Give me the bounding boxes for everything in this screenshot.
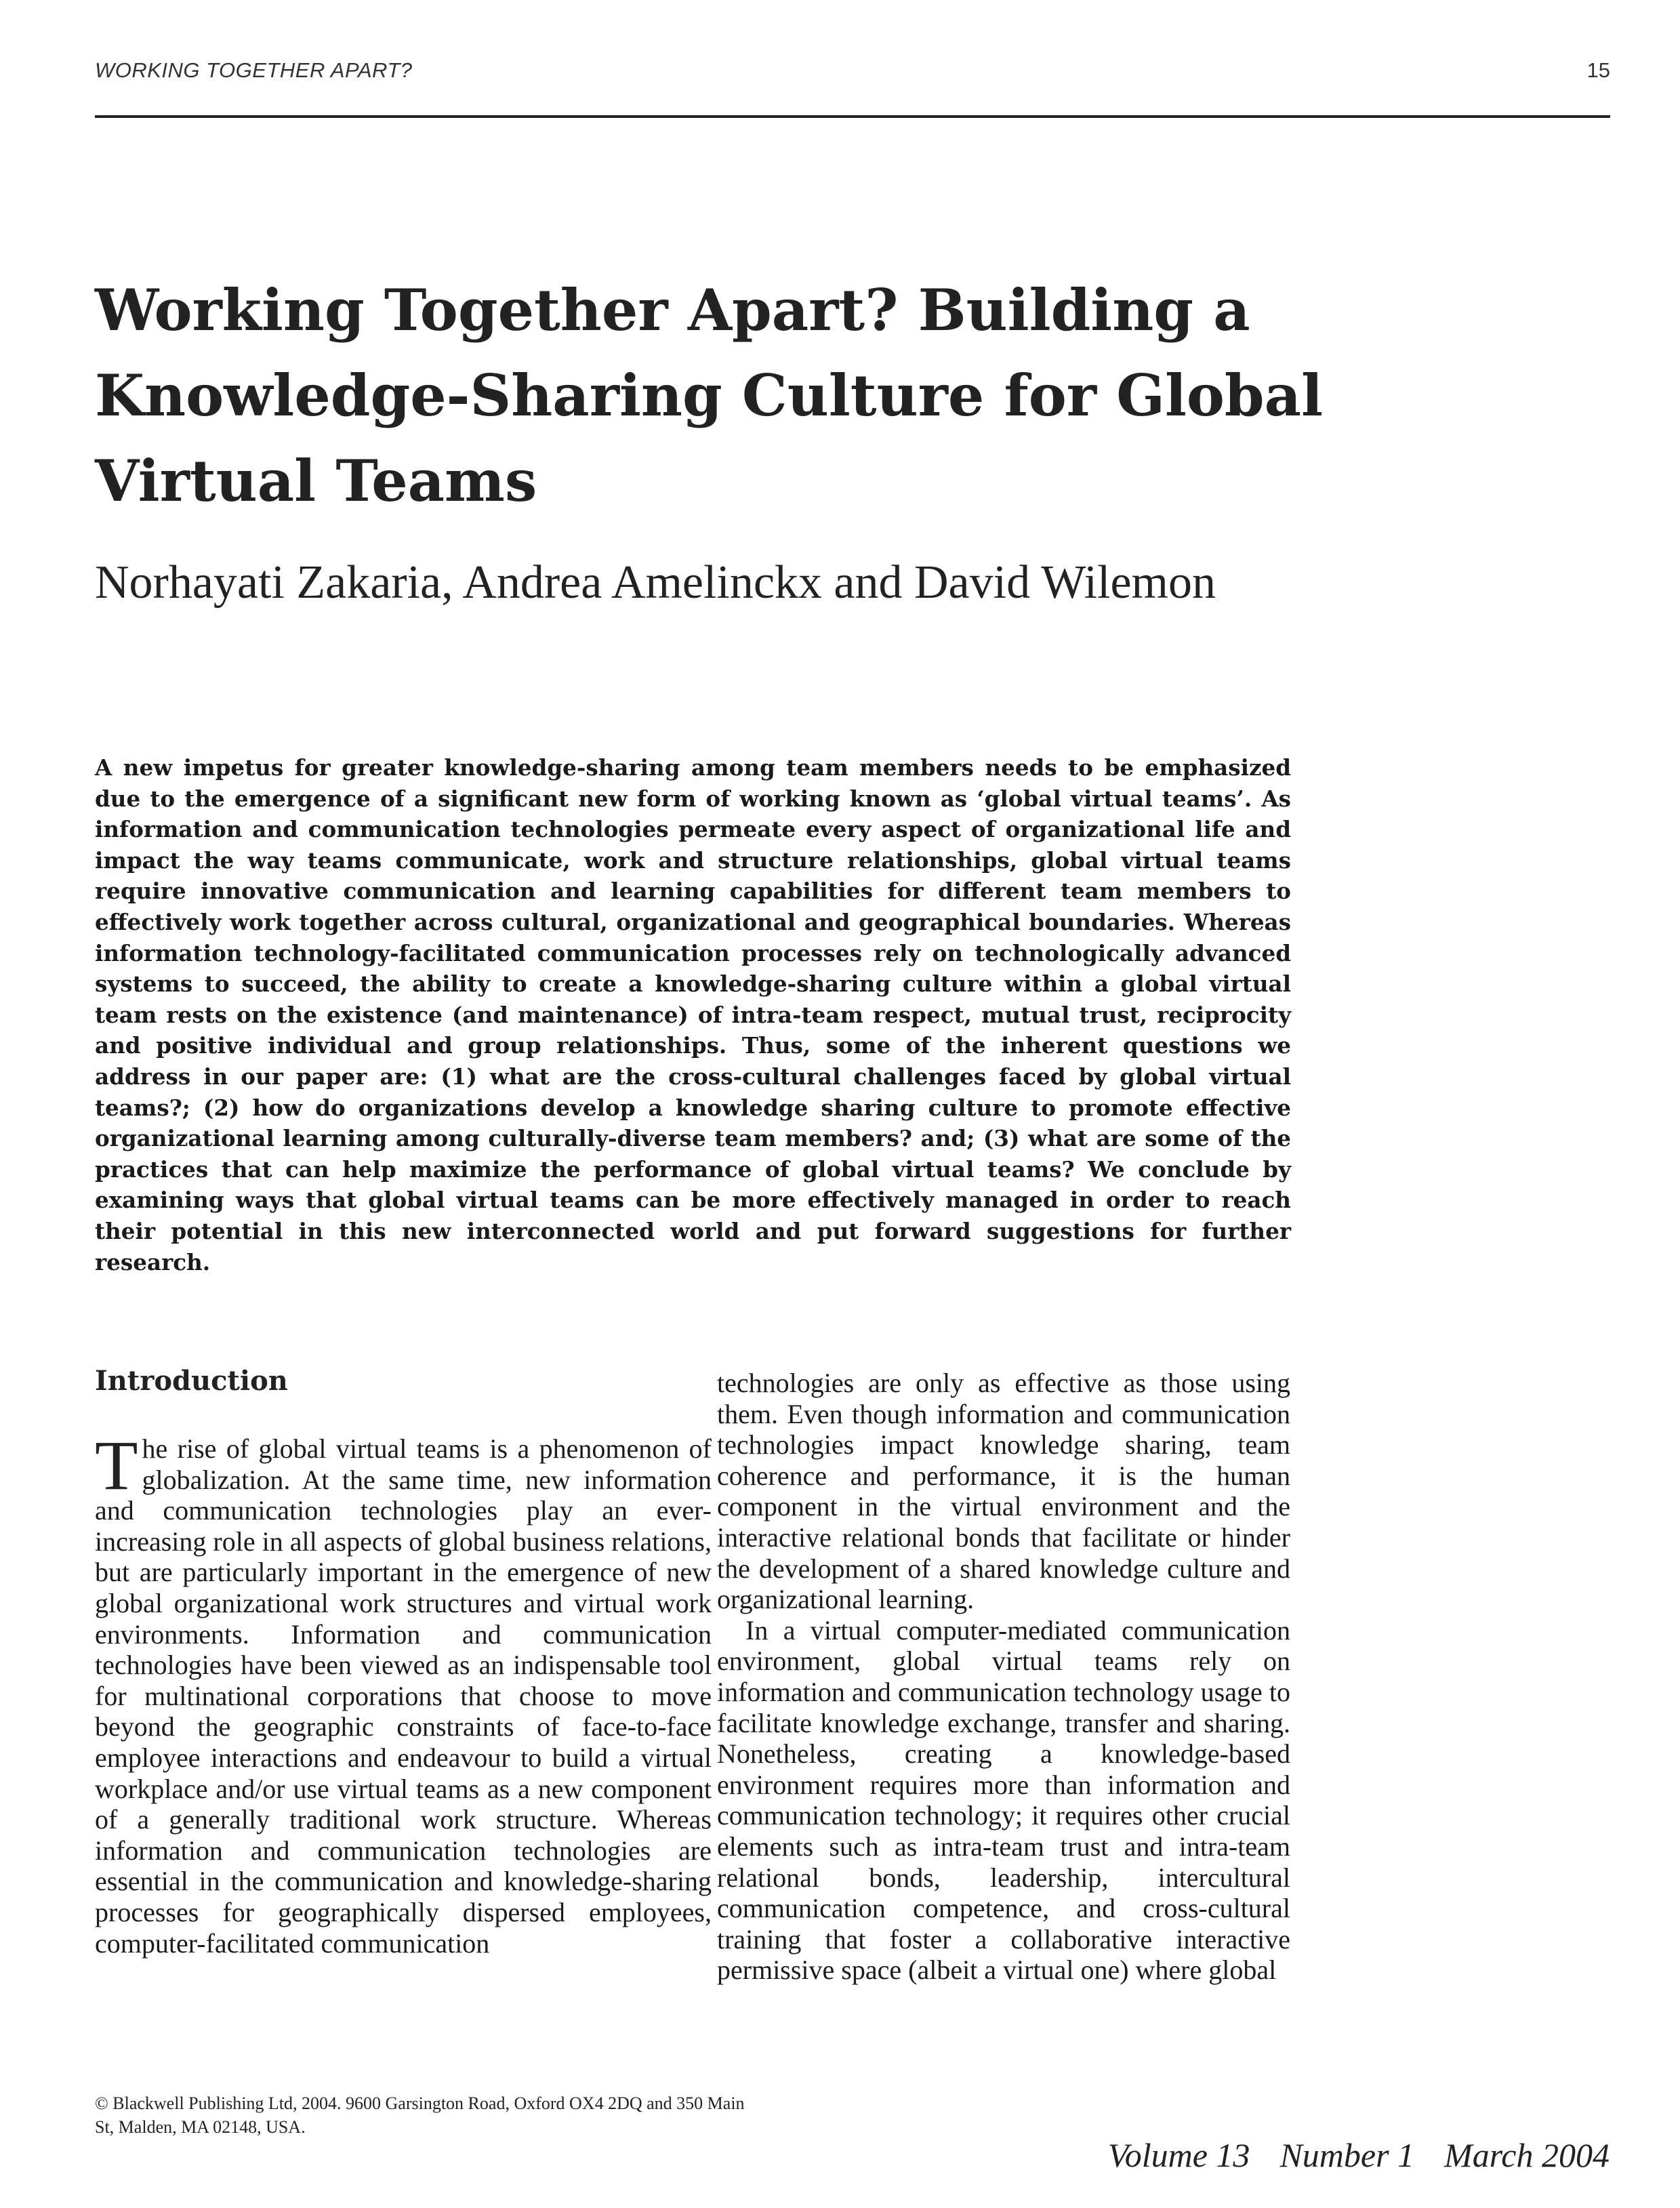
body-column-left bbox=[95, 1364, 712, 1959]
section-heading: Introduction bbox=[95, 1365, 288, 1397]
issue-number: Number 1 bbox=[1279, 2136, 1415, 2174]
page-number: 15 bbox=[1586, 58, 1610, 82]
body-column-right bbox=[717, 1368, 1290, 1986]
body-paragraph: technologies are only as effective as those using them. Even though information and communication technologies impact knowledge sharing, team coherence and performance, it is the human component in the virtual environment and the interactive relational bonds that facilitate or hinder the development of a shared knowledge culture and organizational learning. bbox=[717, 1368, 1290, 1615]
article-title: Working Together Apart? Building a Knowledge-Sharing Culture for Global Virtual Teams bbox=[95, 277, 1323, 514]
volume: Volume 13 bbox=[1107, 2136, 1250, 2174]
article-authors: Norhayati Zakaria, Andrea Amelinckx and David Wilemon bbox=[95, 556, 1216, 609]
running-header bbox=[95, 53, 1610, 94]
issue-info bbox=[1108, 2135, 1610, 2175]
abstract: A new impetus for greater knowledge-sharing among team members needs to be emphasized due to the emergence of a significant new form of working known as ‘global virtual teams’. As information and communication technologies permeate every aspect of organizational life and impact the way teams communicate, work and structure relationships, global virtual teams require innovative communication and learning capabilities for different team members to effectively work together across cultural, organizational and geographical boundaries. Whereas information technology-facilitated communication processes rely on technologically advanced systems to succeed, the ability to create a knowledge-sharing culture within a global virtual team rests on the existence (and maintenance) of intra-team respect, mutual trust, reciprocity and positive individual and group relationships. Thus, some of the inherent questions we address in our paper are: (1) what are the cross-cultural challenges faced by global virtual teams?; (2) how do organizations develop a knowledge sharing culture to promote effective organizational learning among culturally-diverse team members? and; (3) what are some of the practices that can help maximize the performance of global virtual teams? We conclude by examining ways that global virtual teams can be more effectively managed in order to reach their potential in this new interconnected world and put forward suggestions for further research. bbox=[95, 754, 1291, 1275]
body-paragraph-text: he rise of global virtual teams is a phenomenon of globalization. At the same time, new information and communication technologies play an ever-increasing role in all aspects of global business relations, but are particularly important in the emergence of new global organizational work structures and virtual work environments. Information and communication technologies have been viewed as an indispensable tool for multinational corporations that choose to move beyond the geographic constraints of face-to-face employee interactions and endeavour to build a virtual workplace and/or use virtual teams as a new component of a generally traditional work structure. Whereas information and communication technologies are essential in the communication and knowledge-sharing processes for geographically dispersed employees, computer-facilitated communication bbox=[95, 1433, 712, 1959]
running-title: WORKING TOGETHER APART? bbox=[95, 58, 413, 82]
header-rule bbox=[95, 115, 1610, 118]
body-paragraph bbox=[95, 1427, 712, 1959]
body-paragraph: In a virtual computer-mediated communication environment, global virtual teams rely on information and communication technology usage to facilitate knowledge exchange, transfer and sharing. Nonetheless, creating a knowledge-based environment requires more than information and communication technology; it requires other crucial elements such as intra-team trust and intra-team relational bonds, leadership, intercultural communication competence, and cross-cultural training that foster a collaborative interactive permissive space (albeit a virtual one) where global bbox=[717, 1614, 1290, 1986]
drop-cap: T bbox=[95, 1427, 138, 1505]
issue-date: March 2004 bbox=[1444, 2136, 1610, 2174]
copyright-notice: © Blackwell Publishing Ltd, 2004. 9600 Garsington Road, Oxford OX4 2DQ and 350 Main St, Malden, MA 02148, USA. bbox=[95, 2093, 745, 2137]
